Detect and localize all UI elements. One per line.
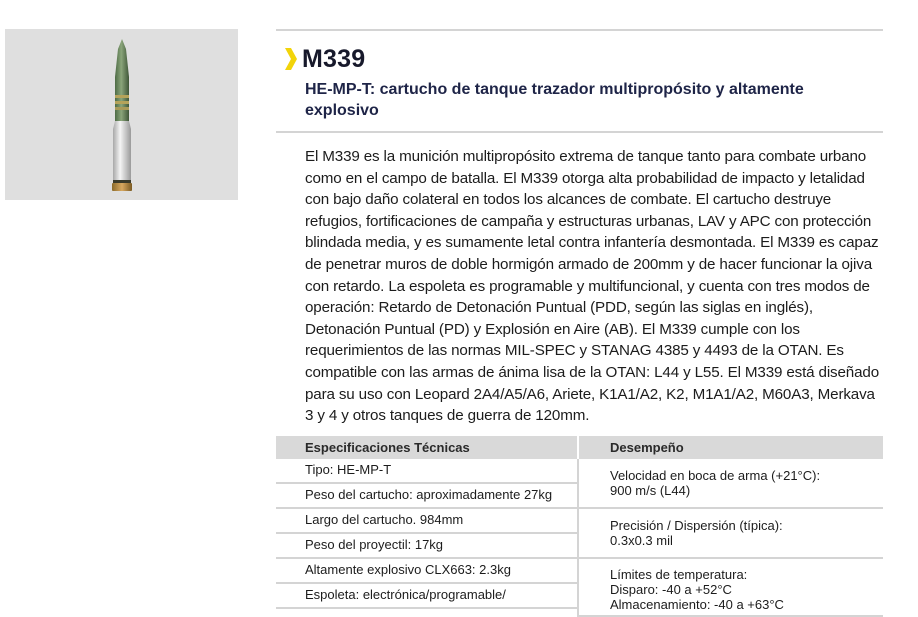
header-technical-specs: Especificaciones Técnicas bbox=[276, 436, 579, 459]
spec-row: Largo del cartucho. 984mm bbox=[276, 509, 577, 534]
performance-value: Disparo: -40 a +52°C bbox=[610, 582, 732, 597]
product-heading bbox=[284, 44, 365, 74]
technical-specs-column bbox=[276, 459, 579, 617]
performance-cell bbox=[579, 559, 883, 617]
performance-label: Velocidad en boca de arma (+21°C): bbox=[610, 468, 821, 483]
spec-row: Espoleta: electrónica/programable/ bbox=[276, 584, 577, 609]
spec-row: Peso del proyectil: 17kg bbox=[276, 534, 577, 559]
performance-cell bbox=[579, 509, 883, 559]
subtitle-divider bbox=[276, 131, 883, 133]
product-subtitle: HE-MP-T: cartucho de tanque trazador multipropósito y altamente explosivo bbox=[305, 81, 804, 119]
performance-value: 900 m/s (L44) bbox=[610, 483, 691, 498]
performance-value: Almacenamiento: -40 a +63°C bbox=[610, 597, 784, 612]
performance-label: Precisión / Dispersión (típica): bbox=[610, 518, 783, 533]
performance-label: Límites de temperatura: bbox=[610, 567, 748, 582]
top-divider bbox=[276, 29, 883, 31]
performance-column bbox=[579, 459, 883, 617]
performance-cell bbox=[579, 459, 883, 509]
spec-row: Peso del cartucho: aproximadamente 27kg bbox=[276, 484, 577, 509]
specs-table-body bbox=[276, 459, 883, 617]
spec-row: Tipo: HE-MP-T bbox=[276, 459, 577, 484]
product-description: El M339 es la munición multipropósito extrema de tanque tanto para combate urbano como en el campo de batalla. El M339 otorga alta probabilidad de impacto y letalidad con bajo daño colateral en todos los alcances de combate. El cartucho destruye refugios, fortificaciones de campaña y estructuras urbanas, LAV y APC con protección blindada media, y es sumamente letal contra infantería desmontada. El M339 es capaz de penetrar muros de doble hormigón armado de 200mm y de hacer funcionar la ojiva con retardo. La espoleta es programable y multifuncional, y cuenta con tres modos de operación: Retardo de Detonación Puntual (PDD, según las siglas en inglés), Detonación Puntual (PD) y Explosión en Aire (AB). El M339 cumple con los requerimientos de las normas MIL-SPEC y STANAG 4385 y 4493 de la OTAN. Es compatible con las armas de ánima lisa de la OTAN: L44 y L55. El M339 está diseñado para su uso con Leopard 2A4/A5/A6, Ariete, K1A1/A2, K2, M1A1/A2, M60A3, Merkava 3 y 4 y otros tanques de guerra de 120mm. bbox=[305, 148, 879, 425]
performance-value: 0.3x0.3 mil bbox=[610, 533, 673, 548]
product-title: M339 bbox=[302, 44, 366, 73]
specs-table bbox=[276, 436, 883, 617]
ammunition-round-image bbox=[108, 37, 136, 197]
spec-row: Altamente explosivo CLX663: 2.3kg bbox=[276, 559, 577, 584]
header-performance: Desempeño bbox=[610, 440, 684, 455]
chevron-right-icon bbox=[284, 47, 298, 71]
product-image bbox=[5, 29, 238, 200]
specs-table-header bbox=[276, 436, 883, 459]
